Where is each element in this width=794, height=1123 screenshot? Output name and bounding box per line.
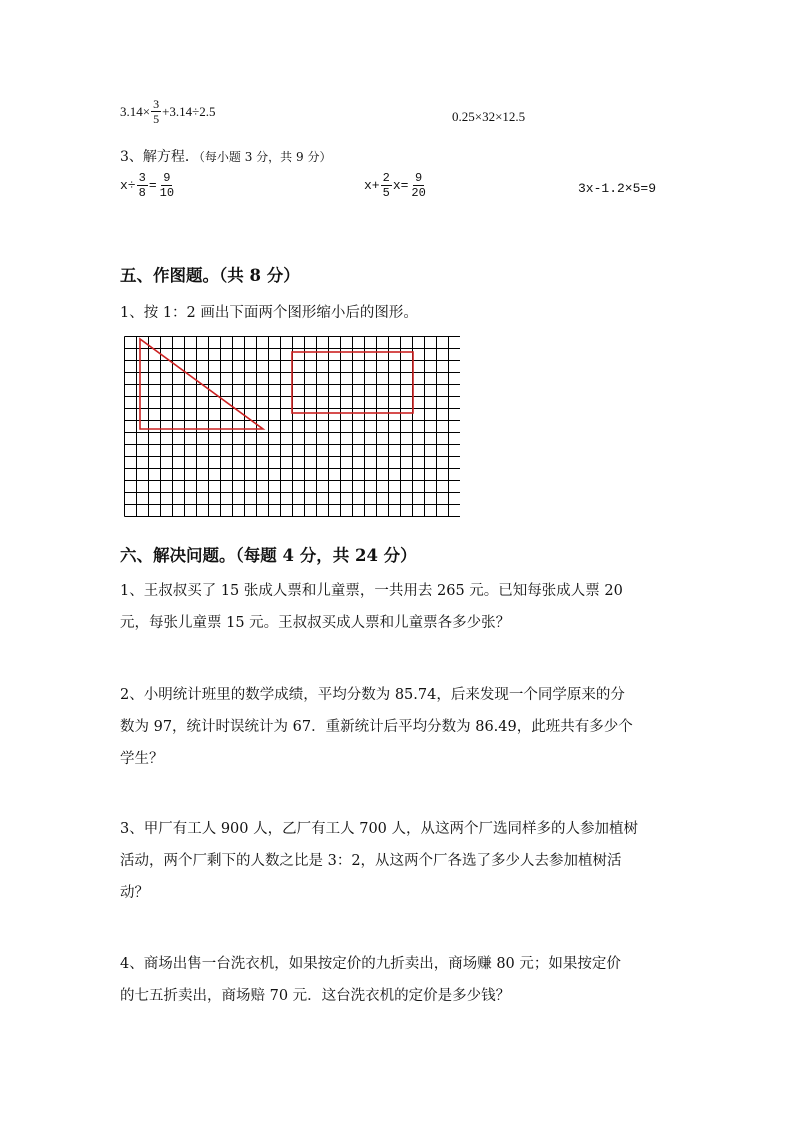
expr-text: 3.14× — [120, 103, 151, 119]
fraction: $\frac{9}{10}$ — [159, 171, 175, 200]
fraction: $\frac{3}{5}$ — [153, 97, 160, 126]
section-5-title: 五、作图题。（共 8 分） — [120, 266, 300, 285]
expr-text: +3.14÷2.5 — [162, 103, 216, 119]
problem-3: 3、甲厂有工人 900 人，乙厂有工人 700 人，从这两个厂选同样多的人参加植树 活动，两个厂剩下的人数之比是 3：2，从这两个厂各选了多少人去参加植树活 动？ — [120, 821, 639, 901]
section-5-question-1: 1、按 1：2 画出下面两个图形缩小后的图形。 — [120, 305, 418, 321]
fraction: $\frac{2}{5}$ — [382, 171, 390, 200]
problem-1: 1、王叔叔买了 15 张成人票和儿童票，一共用去 265 元。已知每张成人票 20 元，每张儿童票 15 元。王叔叔买成人票和儿童票各多少张？ — [120, 583, 623, 631]
equation-2: x+ $\frac{2}{5}$ x= $\frac{9}{20}$ — [364, 171, 426, 200]
problem-2: 2、小明统计班里的数学成绩，平均分数为 85.74，后来发现一个同学原来的分 数为 97，统计时误统计为 67．重新统计后平均分数为 86.49，此班共有多少个 学生？ — [120, 687, 633, 767]
drawing-grid — [124, 336, 460, 522]
section-6-title: 六、解决问题。（每题 4 分，共 24 分） — [120, 546, 417, 565]
problem-4: 4、商场出售一台洗衣机，如果按定价的九折卖出，商场赚 80 元；如果按定价 的七五折卖出，商场赔 70 元．这台洗衣机的定价是多少钱？ — [120, 956, 621, 1004]
equation-1: x÷ $\frac{3}{8}$ = $\frac{9}{10}$ — [120, 171, 175, 200]
equation-3: 3x-1.2×5=9 — [578, 181, 657, 196]
fraction: $\frac{9}{20}$ — [411, 171, 426, 200]
fraction: $\frac{3}{8}$ — [138, 171, 146, 200]
equations-heading: 3、解方程．（每小题 3 分，共 9 分） — [120, 149, 332, 165]
calc-expression-2: 0.25×32×12.5 — [452, 109, 526, 124]
calc-expression-1 — [120, 98, 216, 125]
